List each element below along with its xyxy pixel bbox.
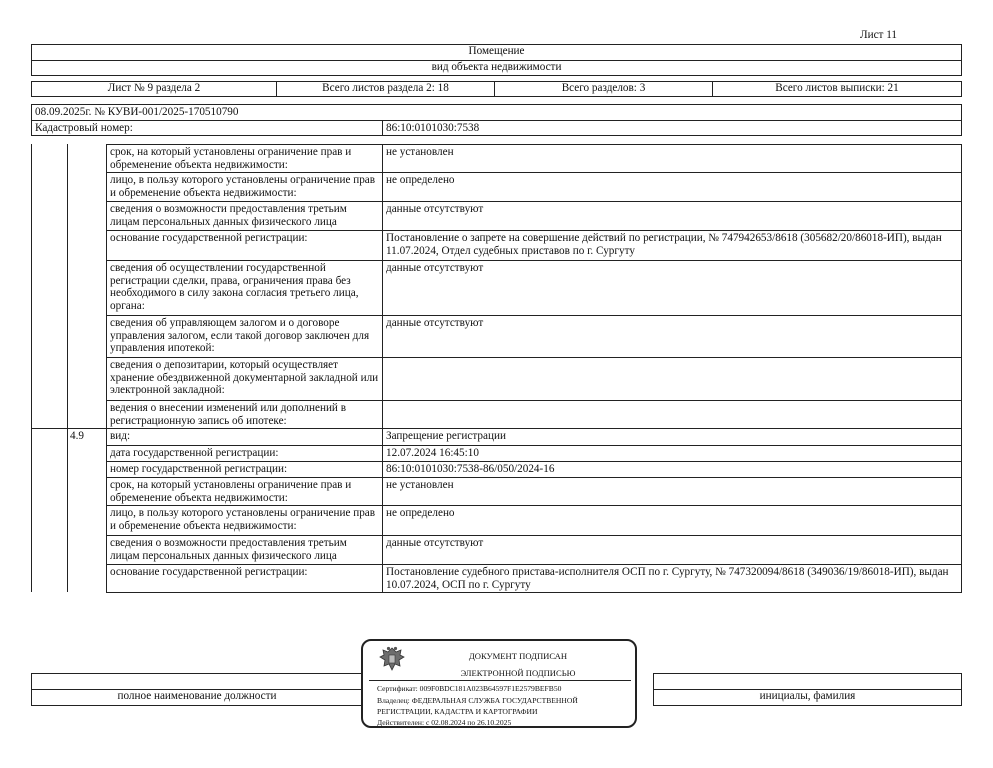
row-label: сведения об осуществлении государственной регистрации сделки, права, ограничения права без необходимого в силу закона согласия третьего лица, органа: xyxy=(106,260,383,316)
row-value: данные отсутствуют xyxy=(382,315,962,358)
electronic-signature-stamp xyxy=(361,639,637,728)
row-label: срок, на который установлены ограничение прав и обременение объекта недвижимости: xyxy=(106,144,383,173)
signature-owner-2: РЕГИСТРАЦИИ, КАДАСТРА И КАРТОГРАФИИ xyxy=(377,707,538,716)
footer-position-label: полное наименование должности xyxy=(31,689,363,706)
footer-position-blank xyxy=(31,673,363,690)
cadastral-number-value: 86:10:0101030:7538 xyxy=(382,120,962,136)
row-label: вид: xyxy=(106,428,383,446)
row-label: основание государственной регистрации: xyxy=(106,564,383,593)
row-value: Постановление судебного пристава-исполнителя ОСП по г. Сургуту, № 747320094/8618 (349036/19/86018-ИП), выдан 10.07.2024, ОСП по г. Сургуту xyxy=(382,564,962,593)
row-value: не определено xyxy=(382,172,962,202)
row-label: ведения о внесении изменений или дополнений в регистрационную запись об ипотеке: xyxy=(106,400,383,429)
section-sheets-total: Всего листов раздела 2: 18 xyxy=(276,81,495,97)
row-label: срок, на который установлены ограничение прав и обременение объекта недвижимости: xyxy=(106,477,383,506)
row-label: сведения о возможности предоставления третьим лицам персональных данных физического лица xyxy=(106,201,383,231)
row-value: не установлен xyxy=(382,144,962,173)
row-label: основание государственной регистрации: xyxy=(106,230,383,261)
signature-certificate: Сертификат: 009F0BDC181A023B64597F1E2579BEFB50 xyxy=(377,684,562,693)
signature-owner: Владелец: ФЕДЕРАЛЬНАЯ СЛУЖБА ГОСУДАРСТВЕННОЙ xyxy=(377,696,578,705)
sheet-number: Лист 11 xyxy=(860,29,897,41)
table-number-column-border xyxy=(67,144,68,592)
signature-validity: Действителен: с 02.08.2024 по 26.10.2025 xyxy=(377,718,512,727)
row-value: данные отсутствуют xyxy=(382,535,962,565)
row-label: сведения об управляющем залогом и о договоре управления залогом, если такой договор заключен для управления ипотекой: xyxy=(106,315,383,358)
extract-sheets-total: Всего листов выписки: 21 xyxy=(712,81,962,97)
signature-line-2: ЭЛЕКТРОННОЙ ПОДПИСЬЮ xyxy=(460,668,576,678)
signature-line-1: ДОКУМЕНТ ПОДПИСАН xyxy=(468,651,568,661)
row-value: 86:10:0101030:7538-86/050/2024-16 xyxy=(382,461,962,478)
document-number: 08.09.2025г. № КУВИ-001/2025-170510790 xyxy=(31,104,962,121)
row-value: данные отсутствуют xyxy=(382,201,962,231)
cadastral-number-label: Кадастровый номер: xyxy=(31,120,383,136)
footer-initials-label: инициалы, фамилия xyxy=(653,689,962,706)
row-label: лицо, в пользу которого установлены ограничение прав и обременение объекта недвижимости: xyxy=(106,505,383,536)
row-label: сведения о депозитарии, который осуществляет хранение обездвиженной документарной закладной или электронной закладной: xyxy=(106,357,383,401)
row-value: 12.07.2024 16:45:10 xyxy=(382,445,962,462)
row-value: Постановление о запрете на совершение действий по регистрации, № 747942653/8618 (305682/20/86018-ИП), выдан 11.07.2024, Отдел судебных приставов по г. Сургуту xyxy=(382,230,962,261)
table-left-border xyxy=(31,144,32,592)
row-label: дата государственной регистрации: xyxy=(106,445,383,462)
row-value xyxy=(382,357,962,401)
row-value: Запрещение регистрации xyxy=(382,428,962,446)
row-value: не определено xyxy=(382,505,962,536)
entry-separator xyxy=(31,428,107,429)
row-label: лицо, в пользу которого установлены ограничение прав и обременение объекта недвижимости: xyxy=(106,172,383,202)
sections-total: Всего разделов: 3 xyxy=(494,81,713,97)
row-label: сведения о возможности предоставления третьим лицам персональных данных физического лица xyxy=(106,535,383,565)
object-title: Помещение xyxy=(31,44,962,61)
signature-divider xyxy=(369,680,631,681)
row-value: не установлен xyxy=(382,477,962,506)
entry-number: 4.9 xyxy=(70,430,84,442)
object-subtitle: вид объекта недвижимости xyxy=(31,60,962,76)
section-sheet-number: Лист № 9 раздела 2 xyxy=(31,81,277,97)
eagle-emblem-icon xyxy=(377,644,407,674)
row-label: номер государственной регистрации: xyxy=(106,461,383,478)
footer-initials-blank xyxy=(653,673,962,690)
row-value xyxy=(382,400,962,429)
row-value: данные отсутствуют xyxy=(382,260,962,316)
